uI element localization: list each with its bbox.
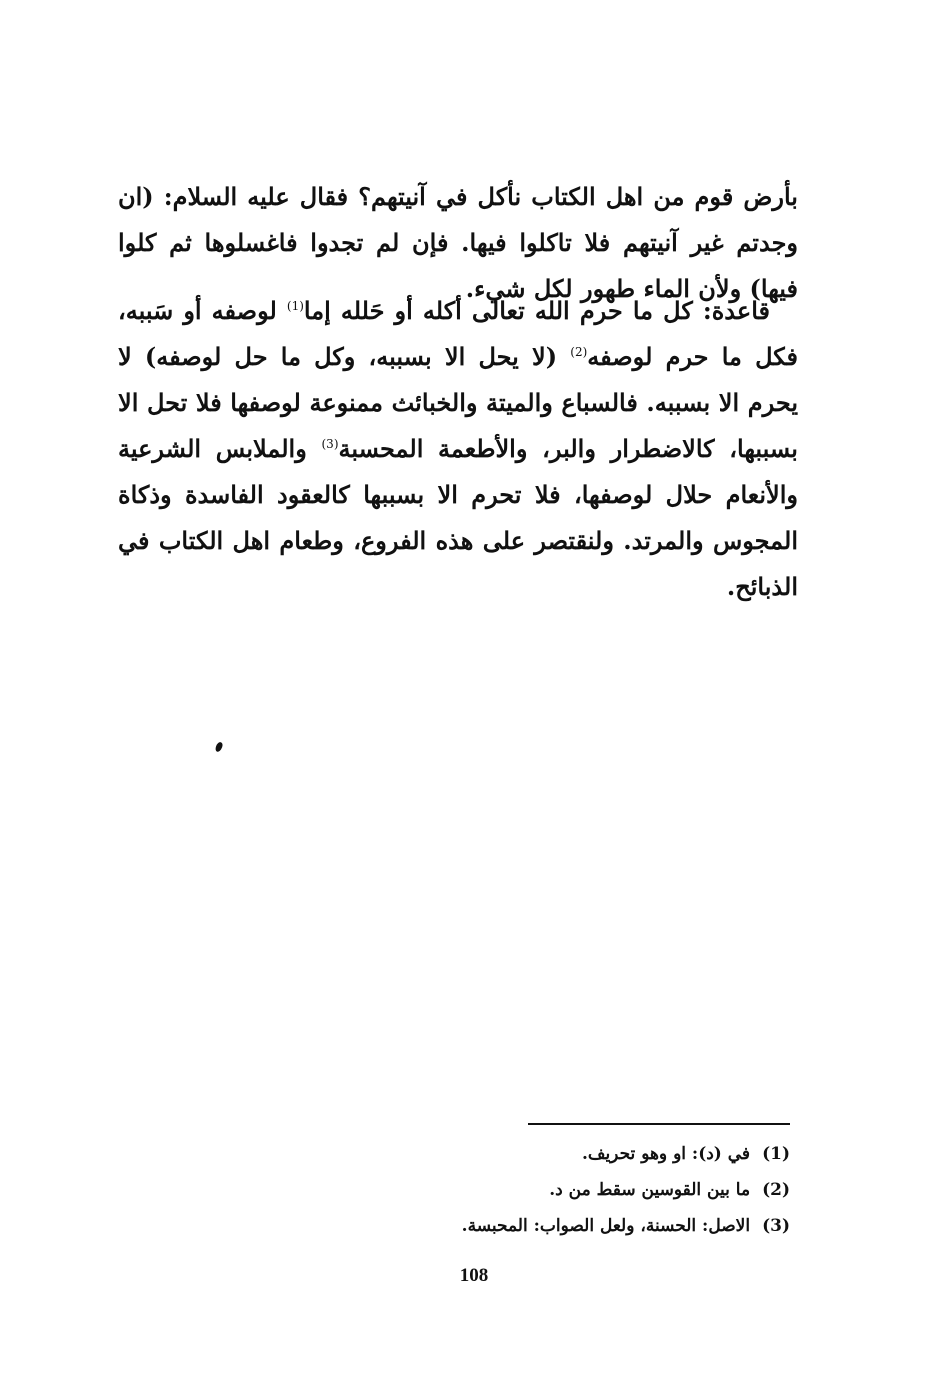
footnote-3 xyxy=(380,1208,790,1244)
footnote-divider xyxy=(528,1123,790,1125)
footnote-ref-2: (2) xyxy=(570,345,588,359)
paragraph-2-part-1: كل ما حرم الله تعالى أكله أو حَلله إما xyxy=(303,296,703,325)
footnote-number: (3) xyxy=(762,1216,790,1236)
footnote-text: الاصل: الحسنة، ولعل الصواب: المحبسة. xyxy=(461,1216,751,1236)
paragraph-2-part-4: والملابس الشرعية والأنعام حلال لوصفها، فلا تحرم الا بسببها كالعقود الفاسدة وذكاة المجوس والمرتد. ولنقتصر على هذه الفروع، وطعام اهل الكتاب في الذبائح. xyxy=(118,434,798,601)
paragraph-2-part-3: (لا يحل الا بسببه، وكل ما حل لوصفه) لا يحرم الا بسببه. فالسباع والميتة والخبائث ممنوعة لوصفها فلا تحل الا بسببها، كالاضطرار والبر، والأطعمة المحسبة xyxy=(118,342,798,463)
footnote-ref-1: (1) xyxy=(286,299,304,313)
footnotes xyxy=(380,1136,790,1244)
footnote-number: (2) xyxy=(762,1180,790,1200)
footnote-ref-3: (3) xyxy=(321,437,339,451)
ink-speck xyxy=(214,741,223,752)
paragraph-2-part-2: لوصفه أو سَببه، فكل ما حرم لوصفه xyxy=(118,296,798,371)
paragraph-2 xyxy=(118,288,798,610)
footnote-text: في (د): او وهو تحريف. xyxy=(581,1144,751,1164)
paragraph-1: بأرض قوم من اهل الكتاب نأكل في آنيتهم؟ فقال عليه السلام: (ان وجدتم غير آنيتهم فلا تاكلوا فيها. فإن لم تجدوا فاغسلوها ثم كلوا فيها) ولأن الماء طهور لكل شيء. xyxy=(118,182,798,303)
footnote-number: (1) xyxy=(762,1144,790,1164)
rule-label: قاعدة: xyxy=(702,296,770,325)
page-number: 108 xyxy=(459,1265,489,1286)
footnote-2 xyxy=(380,1172,790,1208)
footnote-1 xyxy=(380,1136,790,1172)
footnote-text: ما بين القوسين سقط من د. xyxy=(549,1180,751,1200)
